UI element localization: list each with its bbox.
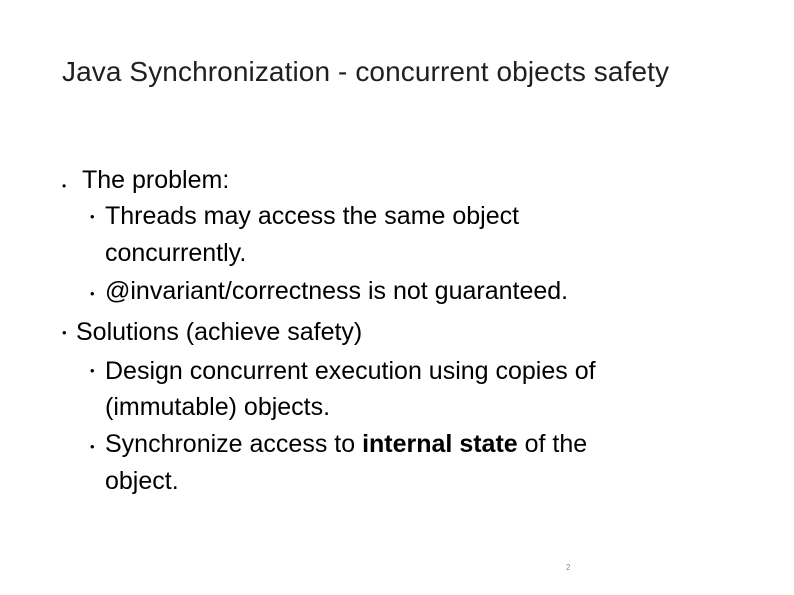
slide-title: Java Synchronization - concurrent objects safety — [62, 56, 670, 87]
bullet-marker: • — [90, 209, 95, 224]
bullet-marker: • — [62, 179, 67, 193]
page-number: 2 — [566, 563, 571, 572]
problem-item-1-line-1: Threads may access the same object — [105, 202, 520, 230]
problem-heading: The problem: — [82, 166, 230, 194]
bullet-marker: • — [62, 325, 67, 340]
solution-item-2-line-2: object. — [105, 467, 179, 495]
solutions-heading: Solutions (achieve safety) — [76, 318, 363, 346]
problem-item-1-line-2: concurrently. — [105, 239, 247, 267]
problem-item-2: @invariant/correctness is not guaranteed. — [105, 277, 569, 305]
internal-state-emphasis: internal state — [362, 430, 518, 458]
bullet-marker: • — [90, 363, 95, 378]
solution-item-1-line-2: (immutable) objects. — [105, 393, 331, 421]
solution-item-2-suffix: of the — [517, 430, 588, 458]
solution-item-2-line-1 — [105, 429, 587, 459]
solution-item-1-line-1: Design concurrent execution using copies of — [105, 357, 596, 385]
bullet-marker: • — [90, 439, 95, 454]
bullet-marker: • — [90, 286, 95, 301]
solution-item-2-prefix: Synchronize access to — [105, 430, 363, 458]
